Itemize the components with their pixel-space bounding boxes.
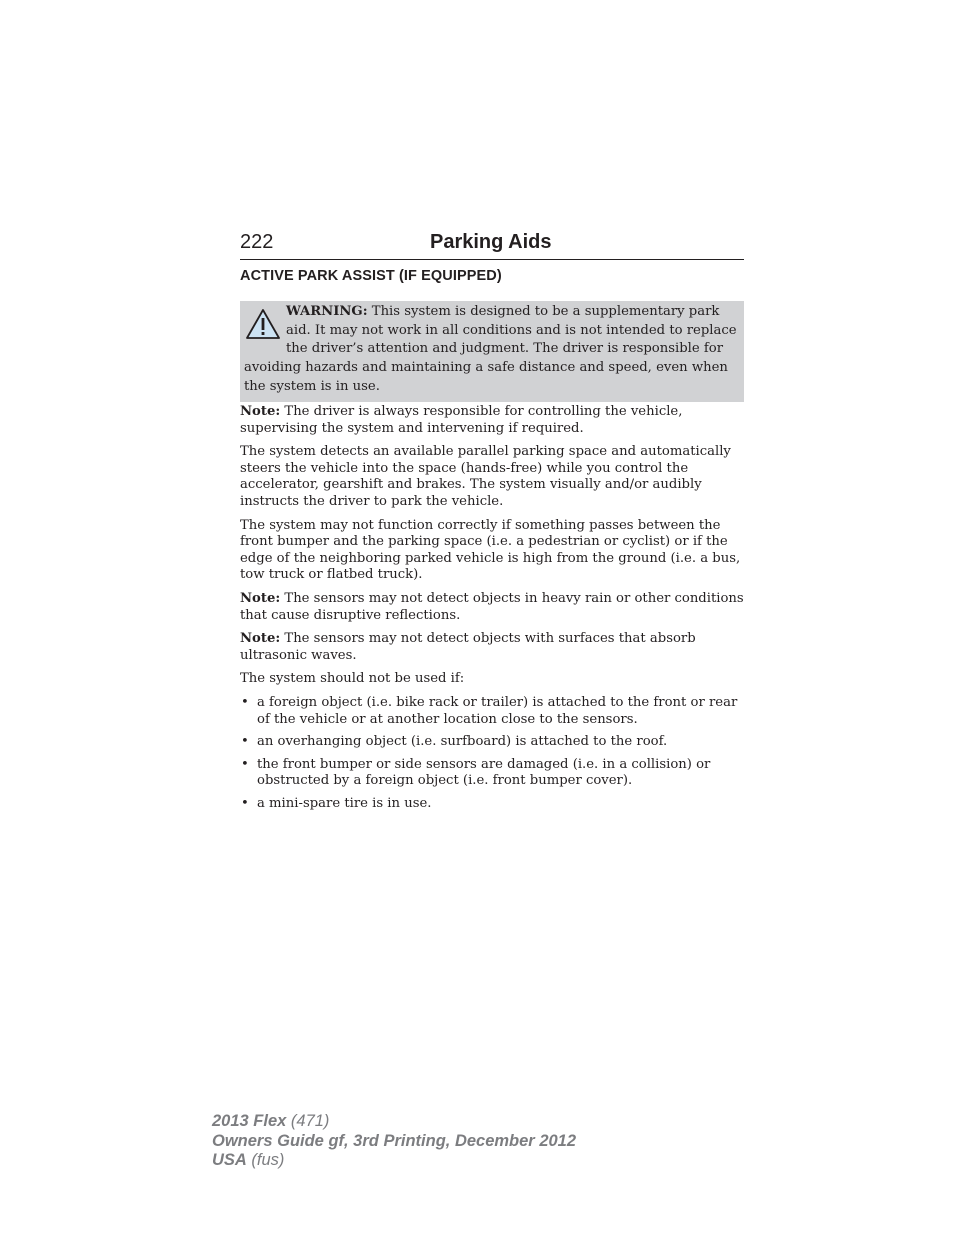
footer-model: 2013 Flex	[212, 1112, 287, 1130]
note-text: The driver is always responsible for controlling the vehicle, supervising the system and intervening if required.	[240, 404, 683, 436]
footer-model-line	[212, 1112, 576, 1132]
bullet-list	[240, 695, 746, 813]
footer-model-code: (471)	[286, 1112, 330, 1130]
warning-text	[244, 303, 738, 397]
footer-market: USA	[212, 1151, 247, 1169]
list-item	[240, 734, 746, 751]
list-item	[240, 796, 746, 813]
footer-guide-line: Owners Guide gf, 3rd Printing, December 2012	[212, 1131, 577, 1150]
page-footer	[212, 1112, 576, 1171]
warning-label: WARNING:	[286, 304, 368, 319]
warning-box	[240, 301, 744, 402]
note-text: The sensors may not detect objects in heavy rain or other conditions that cause disruptive reflections.	[240, 590, 744, 623]
list-item-text: a foreign object (i.e. bike rack or trailer) is attached to the front or rear of the vehicle or at another location close to the sensors.	[257, 694, 738, 727]
note-label: Note:	[240, 631, 281, 647]
list-item-text: the front bumper or side sensors are damaged (i.e. in a collision) or obstructed by a foreign object (i.e. front bumper cover).	[257, 756, 711, 789]
body-text	[240, 404, 746, 818]
note-text: The sensors may not detect objects with surfaces that absorb ultrasonic waves.	[240, 631, 696, 663]
bullet-mark: •	[241, 756, 249, 772]
note-ultrasonic-waves	[240, 631, 746, 664]
page-header	[240, 229, 744, 260]
footer-market-line	[212, 1151, 576, 1171]
note-driver-responsible	[240, 404, 746, 437]
paragraph-system-detects: The system detects an available parallel parking space and automatically steers the vehicle into the space (hands-free) while you control the accelerator, gearshift and brakes. The system visually and/or audibly instructs the driver to park the vehicle.	[240, 444, 731, 509]
paragraph-should-not-be-used: The system should not be used if:	[240, 671, 465, 687]
list-item	[240, 757, 746, 790]
list-item	[240, 695, 746, 728]
chapter-title: Parking Aids	[430, 231, 552, 253]
warning-triangle-icon	[244, 307, 282, 343]
bullet-mark: •	[241, 734, 249, 750]
page-number: 222	[240, 231, 274, 253]
list-item-text: a mini-spare tire is in use.	[257, 795, 432, 811]
bullet-mark: •	[241, 694, 249, 710]
section-heading: ACTIVE PARK ASSIST (IF EQUIPPED)	[240, 268, 502, 284]
paragraph-system-may-not-function: The system may not function correctly if something passes between the front bumper and the parking space (i.e. a pedestrian or cyclist) or if the edge of the neighboring parked vehicle is high from the ground (i.e. a bus, tow truck or flatbed truck).	[240, 517, 741, 583]
note-heavy-rain	[240, 591, 746, 624]
list-item-text: an overhanging object (i.e. surfboard) is attached to the roof.	[257, 734, 668, 750]
footer-market-code: (fus)	[246, 1151, 285, 1169]
bullet-mark: •	[241, 795, 249, 811]
note-label: Note:	[240, 590, 281, 606]
note-label: Note:	[240, 404, 281, 419]
warning-body: This system is designed to be a supplementary park aid. It may not work in all conditions and is not intended to replace the driver’s attention and judgment. The driver is responsible for avoiding hazards and maintaining a safe distance and speed, even when the system is in use.	[244, 304, 737, 394]
